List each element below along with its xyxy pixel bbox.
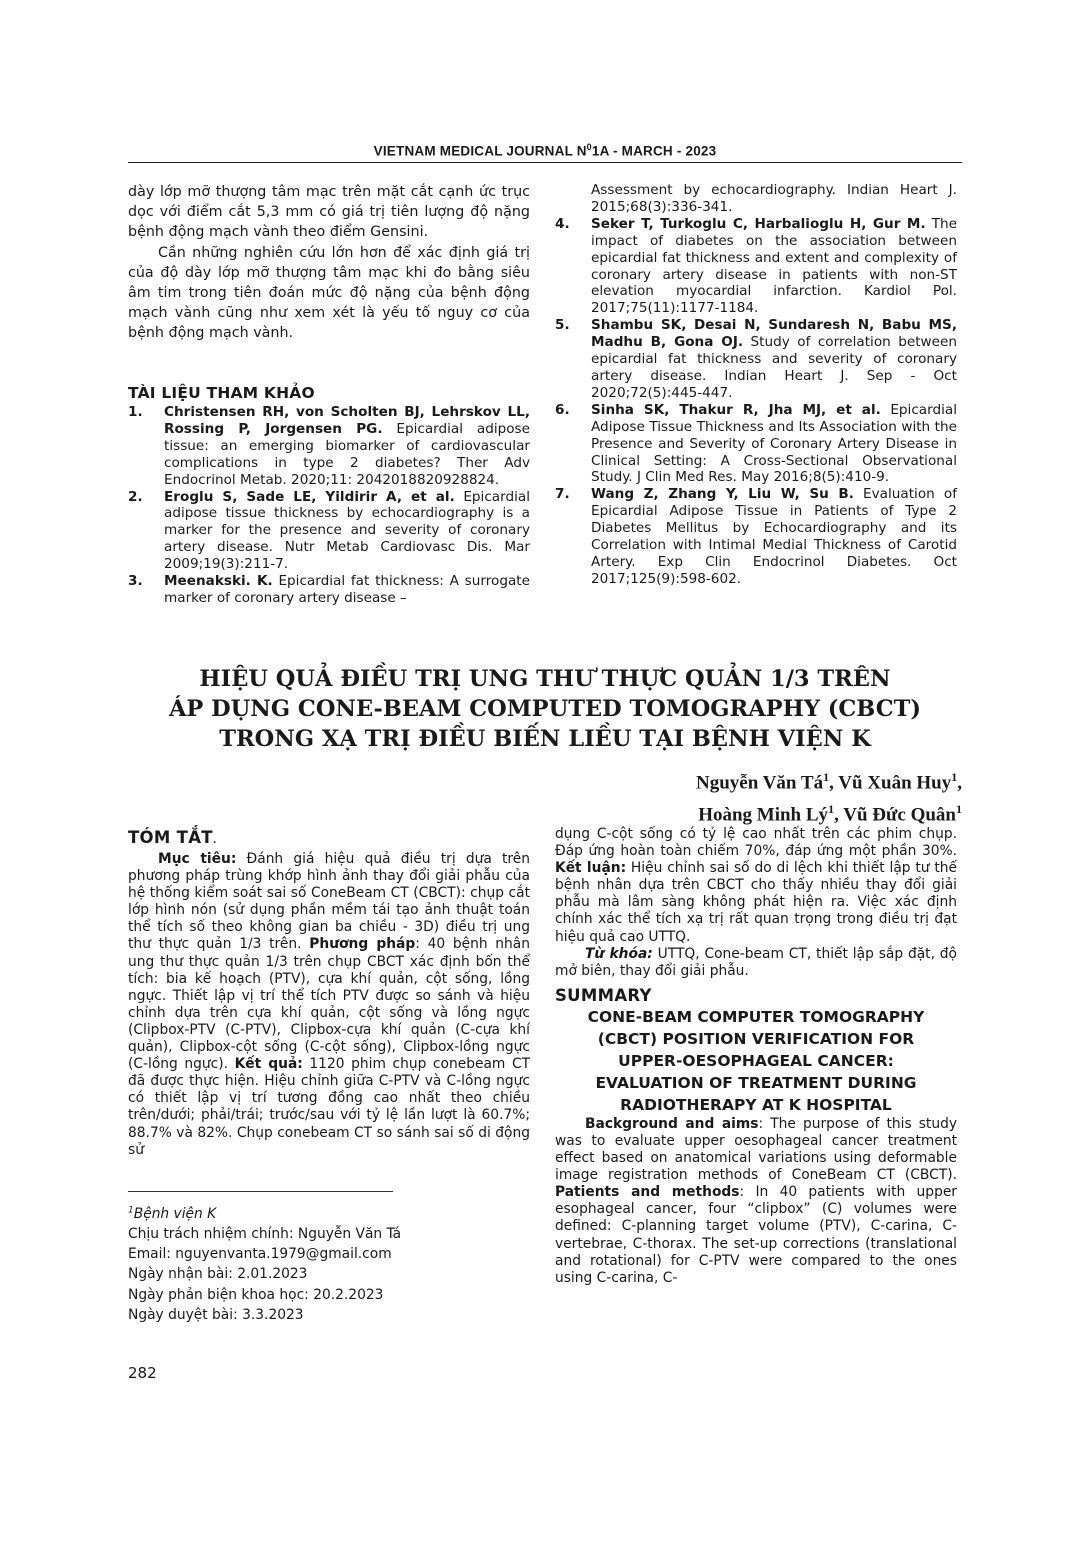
summary-subtitle-line: EVALUATION OF TREATMENT DURING: [595, 1073, 917, 1092]
authors-line-1: Nguyễn Văn $Tá^1$, Vũ Xuân Huy$^1$,: [696, 770, 962, 794]
right-column-abstract: [555, 826, 957, 1287]
article-authors: [696, 764, 962, 829]
abstract-title: [128, 828, 530, 847]
reference-authors: Seker T, Turkoglu C, Harbalioglu H, Gur M.: [591, 215, 926, 232]
abstract-vi: [128, 828, 530, 1159]
author-name: Vũ Đức Quân: [843, 804, 956, 826]
reference-body: [591, 182, 957, 216]
author-name: Nguyễn Văn Tá: [696, 772, 824, 794]
method-label: Phương pháp: [309, 936, 416, 953]
reference-text: Assessment by echocardiography. Indian Heart J. 2015;68(3):336-341.: [591, 182, 957, 215]
reference-item: [555, 402, 957, 487]
authors-line-2: Hoàng Minh $Lý^1$, Vũ Đức Quân$^1$: [698, 802, 962, 826]
reference-item: [128, 404, 530, 489]
references-title: TÀI LIỆU THAM KHẢO: [128, 384, 315, 402]
reference-number: 6.: [555, 401, 570, 418]
abstract-cont-text: dụng C-cột sống có tỷ lệ cao nhất trên các phim chụp. Đáp ứng hoàn toàn chiếm 70%, đáp ứng một phần 30%.: [555, 826, 957, 860]
reference-authors: Eroglu S, Sade LE, Yildirir A, et al.: [164, 488, 455, 505]
reference-text: Epicardial adipose tissue: an emerging biomarker of cardiovascular complications in type 2 diabetes? Ther Adv Endocrinol Metab. 2020;11: 2042018820928824.: [164, 420, 530, 488]
background-label: Background and aims: [585, 1115, 759, 1132]
reference-body: [164, 489, 530, 574]
summary-title: SUMMARY: [555, 985, 652, 1005]
reference-body: [164, 404, 530, 489]
affiliation-line: [128, 1200, 401, 1224]
reference-item: [555, 317, 957, 402]
reference-body: [591, 317, 957, 402]
footnotes: [128, 1200, 401, 1325]
method-text: : 40 bệnh nhân ung thư thực quản 1/3 trên chụp CBCT xác định bốn thể tích: bia kế hoạch (PTV), cựa khí quản, cột sống, lồng ngực. Thiết lập vị trí thể tích PTV được so sánh và hiệu chỉnh dựa trên cựa khí quản, cột sống và lồng ngực (Clipbox-PTV (C-PTV), Clipbox-cựa khí quản (C-cựa khí quản), Clipbox-cột sống (C-cột sống), Clipbox-lồng ngực (C-lồng ngực).: [128, 936, 530, 1073]
email-line: Email: nguyenvanta.1979@gmail.com: [128, 1246, 392, 1263]
reference-number: [555, 182, 591, 216]
reference-text: Epicardial adipose tissue thickness by echocardiography is a marker for the presence and severity of coronary artery disease. Nutr Metab Cardiovasc Dis. Mar 2009;19(3):211-7.: [164, 488, 530, 573]
keywords-label: Từ khóa:: [585, 945, 653, 962]
author-name: Hoàng Minh Lý: [698, 804, 829, 826]
result-text: 1120 phim chụp conebeam CT đã được thực hiện. Hiệu chỉnh giữa C-PTV và C-lồng ngực có thiết lập vị trí tương đồng cao nhất theo chiều trên/dưới; phải/trái; trước/sau với tỷ lệ lần lượt là 60.7%; 88.7% và 82%. Chụp conebeam CT so sánh sai số di động sử: [128, 1056, 530, 1158]
conclusion-paragraph-1: dày lớp mỡ thượng tâm mạc trên mặt cắt cạnh ức trục dọc với điểm cắt 5,3 mm có giá trị tiên lượng độ nặng bệnh động mạch vành theo điểm Gensini.: [128, 184, 530, 241]
affiliation-sup: 1: [951, 770, 958, 784]
review-date: Ngày phản biện khoa học: 20.2.2023: [128, 1286, 384, 1303]
affiliation-sup: 1: [823, 770, 830, 784]
reference-body: [591, 216, 957, 317]
reference-authors: Wang Z, Zhang Y, Liu W, Su B.: [591, 486, 854, 503]
footnote-rule: [128, 1191, 393, 1192]
patients-methods-text: : In 40 patients with upper esophageal cancer, four “clipbox” (C) volumes were defined: C-planning target volume (PTV), C-carina, C-vertebrae, C-thorax. The set-up corrections (translational and rotational) for C-PTV were compared to the ones using C-carina, C-: [555, 1184, 957, 1286]
corresponding-author: Chịu trách nhiệm chính: Nguyễn Văn Tá: [128, 1225, 402, 1242]
conclusion-text: Hiệu chỉnh sai số do di lệch khi thiết lập tư thế bệnh nhân dựa trên CBCT cho thấy nhiều thay đổi giải phẫu mà lâm sàng không phát hiện ra. Việc xác định chính xác thể tích xạ trị rất quan trọng trong điều trị đạt hiệu quả cao UTTQ.: [555, 860, 957, 945]
summary-subtitle-line: RADIOTHERAPY AT K HOSPITAL: [620, 1095, 892, 1114]
accepted-date: Ngày duyệt bài: 3.3.2023: [128, 1307, 304, 1324]
keywords-text: UTTQ, Cone-beam CT, thiết lập sắp đặt, độ mở biên, thay đổi giải phẫu.: [555, 945, 958, 979]
page-number: 282: [128, 1364, 157, 1382]
reference-text: Evaluation of Epicardial Adipose Tissue in Patients of Type 2 Diabetes Mellitus by Echocardiography and its Correlation with Intimal Medial Thickness of Carotid Artery. Exp Clin Endocrinol Diabetes. Oct 2017;125(9):598-602.: [591, 486, 957, 587]
affiliation-sup: 1: [828, 802, 835, 817]
reference-authors: Christensen RH, von Scholten BJ, Lehrskov LL, Rossing P, Jorgensen PG.: [164, 404, 530, 437]
article-title: [128, 664, 962, 754]
summary-paragraph: [555, 1116, 957, 1287]
title-line: ÁP DỤNG CONE-BEAM COMPUTED TOMOGRAPHY (CBCT): [168, 696, 922, 722]
reference-item: [555, 486, 957, 587]
reference-item: [128, 489, 530, 574]
reference-authors: Meenakski. K.: [164, 573, 273, 590]
title-line: HIỆU QUẢ ĐIỀU TRỊ UNG THƯ THỰC QUẢN 1/3 TRÊN: [199, 666, 891, 692]
reference-item-continued: [555, 182, 957, 216]
affiliation-number: 1: [128, 1205, 134, 1215]
abstract-title-text: TÓM TẮT: [128, 828, 213, 847]
journal-number-sup: 0: [586, 142, 592, 152]
reference-text: Epicardial Adipose Tissue Thickness and Its Association with the Presence and Severity of Coronary Artery Disease in Clinical Setting: A Cross-Sectional Observational Study. J Clin Med Res. May 2016;8(5):410-9.: [591, 401, 957, 486]
received-date: Ngày nhận bài: 2.01.2023: [128, 1266, 308, 1283]
reference-number: 7.: [555, 486, 570, 503]
summary-body: [555, 1116, 957, 1287]
header-rule: [128, 162, 962, 163]
reference-number: 5.: [555, 317, 570, 334]
references-right: [555, 182, 957, 588]
reference-number: 1.: [128, 404, 143, 420]
abstract-paragraph: [128, 851, 530, 1159]
abstract-body: [128, 851, 530, 1159]
author-name: Vũ Xuân Huy: [838, 772, 952, 794]
journal-name: VIETNAM MEDICAL JOURNAL N: [373, 143, 587, 159]
keywords-paragraph: [555, 946, 957, 980]
summary-subtitle: [555, 1006, 957, 1116]
summary-subtitle-line: UPPER-OESOPHAGEAL CANCER:: [618, 1051, 894, 1070]
conclusion-paragraph-2: Cần những nghiên cứu lớn hơn để xác định giá trị của độ dày lớp mỡ thượng tâm mạc khi đo bằng siêu âm tim trong tiên đoán mức độ nặng của bệnh động mạch vành cũng như xem xét là yếu tố nguy cơ của bệnh động mạch vành.: [128, 244, 530, 342]
conclusion-label: Kết luận:: [555, 860, 627, 877]
abstract-continued-paragraph: [555, 826, 957, 946]
journal-issue: 1A - MARCH - 2023: [591, 143, 717, 159]
reference-number: 3.: [128, 573, 143, 590]
summary-subtitle-line: CONE-BEAM COMPUTER TOMOGRAPHY: [587, 1007, 925, 1026]
reference-body: [164, 573, 530, 607]
aim-text: Đánh giá hiệu quả điều trị dựa trên phương pháp trùng khớp hình ảnh thay đổi giải phẫu của hệ thống kiểm soát sai số ConeBeam CT (CBCT): chụp cắt lớp hình nón (sử dụng phần mềm tái tạo ảnh thuật toán thể tích số theo không gian ba chiều - 3D) điều trị ung thư thực quản 1/3 trên.: [128, 851, 530, 953]
reference-body: [591, 402, 957, 487]
reference-body: [591, 486, 957, 587]
reference-text: Study of correlation between epicardial fat thickness and severity of coronary artery disease. Indian Heart J. Sep - Oct 2020;72(5):445-447.: [591, 334, 958, 401]
reference-number: 4.: [555, 215, 570, 232]
reference-text: Epicardial fat thickness: A surrogate marker of coronary artery disease –: [164, 573, 530, 606]
running-header: [128, 142, 962, 159]
reference-authors: Shambu SK, Desai N, Sundaresh N, Babu MS, Madhu B, Gona OJ.: [591, 317, 957, 351]
reference-authors: Sinha SK, Thakur R, Jha MJ, et al.: [591, 401, 881, 418]
background-text: : The purpose of this study was to evaluate upper oesophageal cancer treatment effect based on anatomical variations using deformable image registration methods of ConeBeam CT (CBCT).: [555, 1115, 957, 1184]
affiliation: Bệnh viện K: [133, 1205, 217, 1222]
reference-item: [128, 573, 530, 607]
aim-label: Mục tiêu:: [158, 851, 237, 867]
patients-methods-label: Patients and methods: [555, 1184, 740, 1201]
affiliation-sup: 1: [956, 802, 962, 817]
title-line: TRONG XẠ TRỊ ĐIỀU BIẾN LIỀU TẠI BỆNH VIỆN K: [219, 726, 871, 752]
abstract-title-mark: .: [212, 836, 217, 846]
left-top-text: [128, 182, 530, 344]
reference-text: The impact of diabetes on the association between epicardial fat thickness and extent and complexity of coronary artery disease in patients with non-ST elevation myocardial infarction. Kardiol Pol. 2017;75(11):1177-1184.: [591, 215, 957, 317]
reference-item: [555, 216, 957, 317]
references-left: [128, 376, 530, 607]
result-label: Kết quả:: [234, 1056, 303, 1073]
summary-subtitle-line: (CBCT) POSITION VERIFICATION FOR: [597, 1029, 915, 1048]
abstract-continuation: [555, 826, 957, 980]
reference-number: 2.: [128, 488, 143, 505]
